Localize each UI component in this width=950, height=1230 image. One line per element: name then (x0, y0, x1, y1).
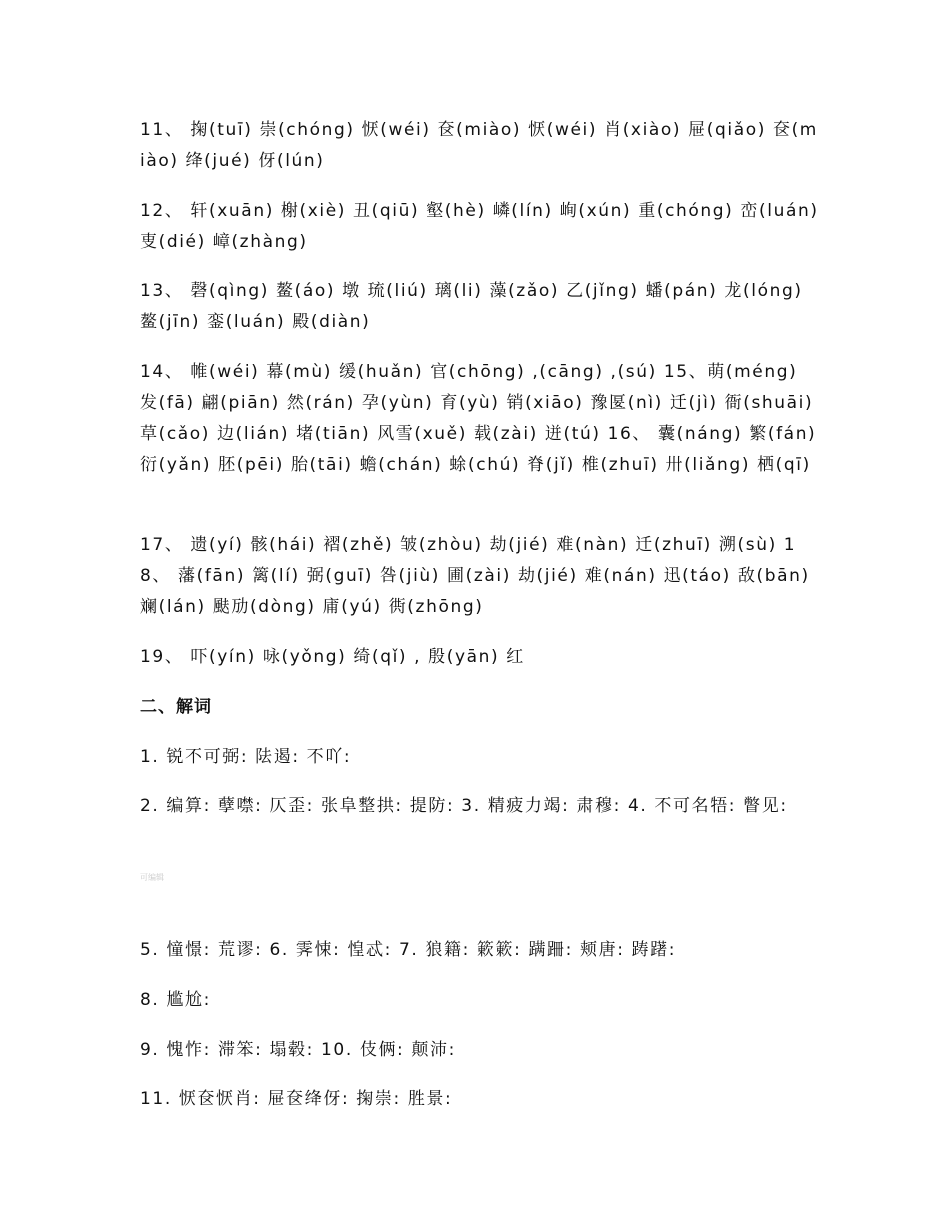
vocab-item-1: 1. 锐不可弼: 阹遏: 不吖: (140, 747, 352, 767)
vocab-item-8: 8. 尴尬: (140, 990, 211, 1010)
vocab-item-2: 2. 编算: 孽噤: 仄歪: 张阜整拱: 提防: 3. 精疲力竭: 肃穆: 4. 不可名牾: 瞥见: (140, 796, 788, 816)
vocab-item-11: 11. 恹奁恹肖: 屉奁绛伢: 掬崇: 胜景: (140, 1089, 453, 1109)
section-heading: 二、解词 (140, 697, 212, 717)
vocab-item-5: 5. 憧憬: 荒谬: 6. 霁悚: 惶忒: 7. 狼籍: 簌簌: 蹒跚: 颊唐: 踌躇: (140, 940, 677, 960)
pinyin-item-12: 12、 轩(xuān) 榭(xiè) 丑(qiū) 壑(hè) 嶙(lín) 峋(xún) 重(chóng) 峦(luán) 叓(dié) 嶂(zhàng) (140, 201, 819, 252)
pinyin-item-13: 13、 磬(qìng) 鳌(áo) 墩 琉(liú) 璃(li) 藻(zǎo) 乙(jǐng) 蟠(pán) 龙(lóng)鳌(jīn) 銮(luán) 殿(diàn) (140, 281, 803, 332)
pinyin-item-19: 19、 吓(yín) 咏(yǒng) 绮(qǐ) , 殷(yān) 红 (140, 647, 525, 667)
vocab-item-9: 9. 愧怍: 滞笨: 塌毂: 10. 伎俩: 颠沛: (140, 1040, 456, 1060)
pinyin-item-11: 11、 掬(tuī) 崇(chóng) 恹(wéi) 奁(miào) 恹(wéi) 肖(xiào) 屉(qiǎo) 奁(miào) 绛(jué) 伢(lún) (140, 120, 818, 171)
watermark-text: 可编辑 (140, 873, 164, 882)
pinyin-item-14: 14、 帷(wéi) 幕(mù) 缓(huǎn) 官(chōng) ,(cāng) ,(sú) 15、萌(méng) 发(fā) 翩(piān) 然(rán) 孕(yùn) 育(yù) 销(xiāo) 豫匽(nì) 迁(jì) 衙(shuāi) 草(cǎo) 边(lián) 堵(tiān) 风雪(xuě) 载(zài) 迸(tú) 16、 囊(náng) 繁(fán) 衍(yǎn) 胚(pēi) 胎(tāi) 蟾(chán) 蜍(chú) 脊(jǐ) 椎(zhuī) 卅(liǎng) 栖(qī) (140, 362, 817, 475)
pinyin-item-17: 17、 遗(yí) 骸(hái) 褶(zhě) 皱(zhòu) 劫(jié) 难(nàn) 迁(zhuī) 溯(sù) 18、 藩(fān) 篱(lí) 弼(guī) 咎(jiù) 圃(zài) 劫(jié) 难(nán) 迅(táo) 敌(bān) 斓(lán) 颫劢(dòng) 庯(yú) 衖(zhōng) (140, 535, 810, 617)
